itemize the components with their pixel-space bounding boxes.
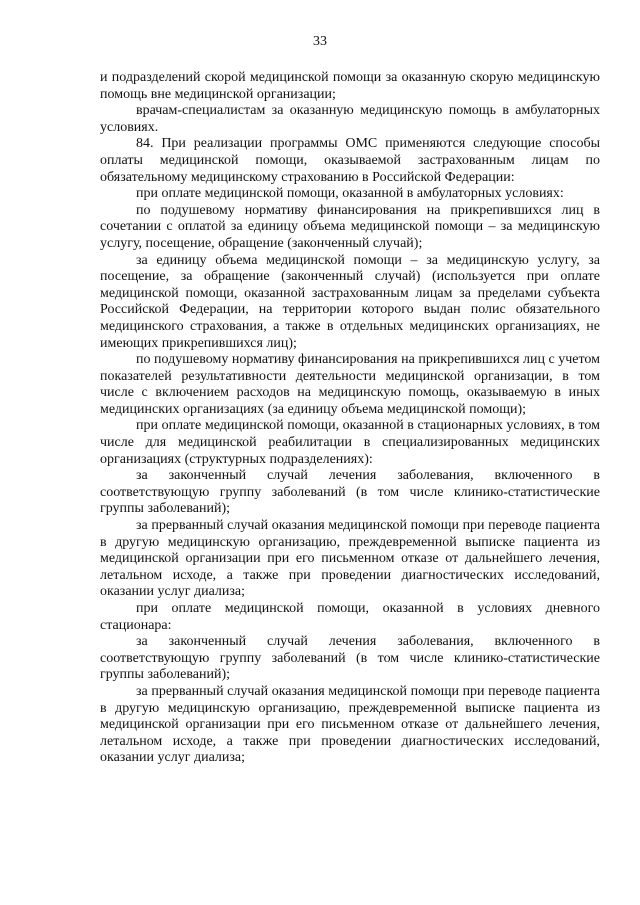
paragraph: за законченный случай лечения заболевания, включенного в соответствующую группу заболеваний (в том числе клинико-статистические группы заболеваний); [100, 468, 600, 517]
paragraph: за прерванный случай оказания медицинской помощи при переводе пациента в другую медицинскую организацию, преждевременной выписке пациента из медицинской организации при его письменном отказе от дальнейшего лечения, летальном исходе, а также при проведении диагностических исследований, оказании услуг диализа; [100, 683, 600, 766]
page-number: 33 [313, 34, 327, 49]
paragraph: и подразделений скорой медицинской помощи за оказанную скорую медицинскую помощь вне медицинской организации; [100, 70, 600, 102]
paragraph: при оплате медицинской помощи, оказанной в условиях дневного стационара: [100, 601, 600, 633]
paragraph: врачам-специалистам за оказанную медицинскую помощь в амбулаторных условиях. [100, 103, 600, 135]
paragraph: по подушевому нормативу финансирования на прикрепившихся лиц в сочетании с оплатой за единицу объема медицинской помощи – за медицинскую услугу, посещение, обращение (законченный случай); [100, 202, 600, 251]
body-text [100, 70, 600, 767]
paragraph: 84. При реализации программы ОМС применяются следующие способы оплаты медицинской помощи, оказываемой застрахованным лицам по обязательному медицинскому страхованию в Российской Федерации: [100, 136, 600, 185]
paragraph: при оплате медицинской помощи, оказанной в стационарных условиях, в том числе для медицинской реабилитации в специализированных медицинских организациях (структурных подразделениях): [100, 418, 600, 467]
paragraph: по подушевому нормативу финансирования на прикрепившихся лиц с учетом показателей результативности деятельности медицинской организации, в том числе с включением расходов на медицинскую помощь, оказываемую в иных медицинских организациях (за единицу объема медицинской помощи); [100, 352, 600, 417]
paragraph: за прерванный случай оказания медицинской помощи при переводе пациента в другую медицинскую организацию, преждевременной выписке пациента из медицинской организации при его письменном отказе от дальнейшего лечения, летальном исходе, а также при проведении диагностических исследований, оказании услуг диализа; [100, 518, 600, 600]
paragraph: за единицу объема медицинской помощи – за медицинскую услугу, за посещение, за обращение (законченный случай) (используется при оплате медицинской помощи, оказанной застрахованным лицам за пределами субъекта Российской Федерации, на территории которого выдан полис обязательного медицинского страхования, а также в отдельных медицинских организациях, не имеющих прикрепившихся лиц); [100, 252, 600, 351]
paragraph: за законченный случай лечения заболевания, включенного в соответствующую группу заболеваний (в том числе клинико-статистические группы заболеваний); [100, 634, 600, 683]
paragraph: при оплате медицинской помощи, оказанной в амбулаторных условиях: [136, 186, 564, 202]
